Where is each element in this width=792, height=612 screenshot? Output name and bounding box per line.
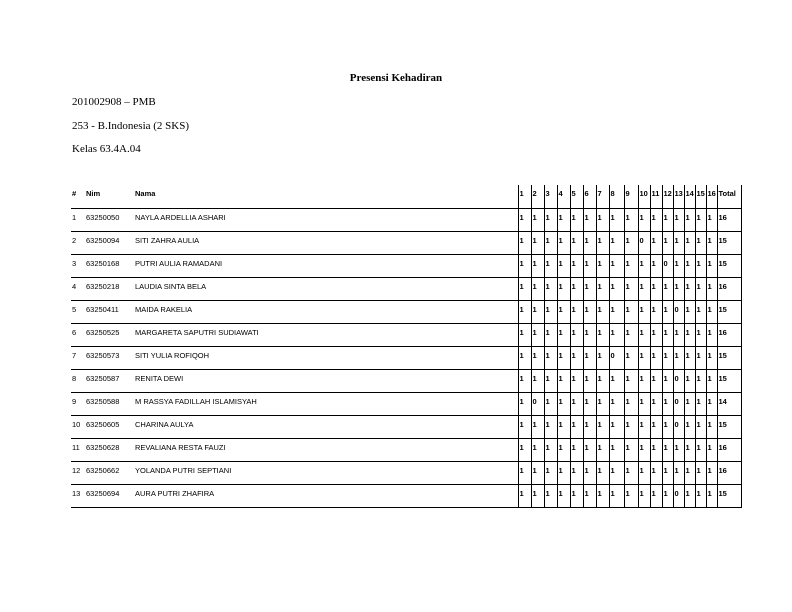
col-header-meeting: 3 — [544, 185, 557, 208]
student-name: MAIDA RAKELIA — [134, 300, 518, 323]
attendance-cell: 1 — [596, 277, 609, 300]
attendance-cell: 1 — [609, 323, 624, 346]
attendance-cell: 1 — [624, 208, 638, 231]
attendance-cell: 1 — [624, 300, 638, 323]
col-header-no: # — [71, 185, 85, 208]
attendance-cell: 1 — [518, 392, 531, 415]
col-header-meeting: 5 — [570, 185, 583, 208]
attendance-cell: 1 — [638, 208, 650, 231]
attendance-cell: 1 — [596, 300, 609, 323]
attendance-cell: 1 — [583, 208, 596, 231]
attendance-cell: 1 — [583, 277, 596, 300]
attendance-cell: 1 — [596, 254, 609, 277]
attendance-cell: 0 — [673, 300, 684, 323]
attendance-total: 16 — [717, 438, 741, 461]
attendance-cell: 1 — [518, 208, 531, 231]
attendance-cell: 1 — [650, 277, 662, 300]
student-name: AURA PUTRI ZHAFIRA — [134, 484, 518, 507]
attendance-cell: 1 — [596, 323, 609, 346]
attendance-cell: 1 — [544, 231, 557, 254]
row-number: 13 — [71, 484, 85, 507]
attendance-cell: 1 — [518, 300, 531, 323]
attendance-cell: 1 — [531, 231, 544, 254]
attendance-cell: 1 — [650, 254, 662, 277]
student-name: M RASSYA FADILLAH ISLAMISYAH — [134, 392, 518, 415]
attendance-cell: 1 — [518, 415, 531, 438]
attendance-cell: 1 — [706, 300, 717, 323]
row-number: 6 — [71, 323, 85, 346]
page-title: Presensi Kehadiran — [349, 72, 443, 84]
attendance-cell: 1 — [583, 300, 596, 323]
attendance-cell: 1 — [684, 415, 695, 438]
attendance-cell: 1 — [662, 461, 673, 484]
attendance-cell: 1 — [544, 254, 557, 277]
student-name: PUTRI AULIA RAMADANI — [134, 254, 518, 277]
attendance-cell: 1 — [695, 231, 706, 254]
attendance-cell: 0 — [662, 254, 673, 277]
attendance-cell: 1 — [695, 300, 706, 323]
col-header-meeting: 4 — [557, 185, 570, 208]
attendance-cell: 1 — [695, 392, 706, 415]
attendance-cell: 1 — [609, 438, 624, 461]
table-row — [71, 346, 741, 369]
table-row — [71, 277, 741, 300]
class-line: Kelas 63.4A.04 — [72, 143, 141, 155]
row-number: 2 — [71, 231, 85, 254]
attendance-cell: 1 — [518, 461, 531, 484]
attendance-cell: 1 — [684, 254, 695, 277]
table-row — [71, 323, 741, 346]
row-number: 5 — [71, 300, 85, 323]
attendance-cell: 1 — [638, 300, 650, 323]
table-row — [71, 208, 741, 231]
attendance-cell: 1 — [624, 415, 638, 438]
attendance-cell: 1 — [570, 231, 583, 254]
attendance-cell: 1 — [583, 254, 596, 277]
col-header-meeting: 11 — [650, 185, 662, 208]
student-nim: 63250587 — [85, 369, 134, 392]
attendance-cell: 1 — [570, 438, 583, 461]
student-nim: 63250628 — [85, 438, 134, 461]
attendance-cell: 1 — [518, 369, 531, 392]
attendance-cell: 1 — [531, 300, 544, 323]
attendance-cell: 1 — [706, 369, 717, 392]
attendance-cell: 1 — [662, 392, 673, 415]
attendance-total: 15 — [717, 231, 741, 254]
attendance-cell: 1 — [624, 484, 638, 507]
attendance-cell: 1 — [673, 208, 684, 231]
attendance-cell: 1 — [583, 415, 596, 438]
row-number: 12 — [71, 461, 85, 484]
col-header-meeting: 6 — [583, 185, 596, 208]
attendance-cell: 1 — [544, 415, 557, 438]
attendance-cell: 1 — [531, 208, 544, 231]
attendance-cell: 1 — [662, 208, 673, 231]
attendance-cell: 1 — [596, 231, 609, 254]
student-name: REVALIANA RESTA FAUZI — [134, 438, 518, 461]
attendance-cell: 1 — [570, 461, 583, 484]
attendance-cell: 1 — [596, 461, 609, 484]
attendance-cell: 1 — [544, 461, 557, 484]
attendance-cell: 1 — [650, 208, 662, 231]
attendance-cell: 1 — [609, 208, 624, 231]
attendance-cell: 1 — [557, 369, 570, 392]
col-header-meeting: 10 — [638, 185, 650, 208]
attendance-cell: 1 — [518, 231, 531, 254]
attendance-cell: 0 — [673, 484, 684, 507]
attendance-cell: 0 — [673, 415, 684, 438]
attendance-cell: 1 — [570, 346, 583, 369]
table-row — [71, 461, 741, 484]
student-nim: 63250168 — [85, 254, 134, 277]
row-number: 10 — [71, 415, 85, 438]
attendance-total: 15 — [717, 484, 741, 507]
attendance-cell: 1 — [650, 323, 662, 346]
student-name: LAUDIA SINTA BELA — [134, 277, 518, 300]
attendance-cell: 1 — [695, 461, 706, 484]
attendance-cell: 1 — [684, 484, 695, 507]
attendance-cell: 1 — [518, 346, 531, 369]
attendance-cell: 1 — [624, 438, 638, 461]
attendance-cell: 1 — [650, 484, 662, 507]
table-row — [71, 392, 741, 415]
attendance-cell: 1 — [609, 277, 624, 300]
attendance-cell: 1 — [624, 392, 638, 415]
student-name: CHARINA AULYA — [134, 415, 518, 438]
attendance-cell: 1 — [557, 346, 570, 369]
student-nim: 63250605 — [85, 415, 134, 438]
table-row — [71, 415, 741, 438]
attendance-cell: 1 — [650, 231, 662, 254]
attendance-cell: 1 — [695, 254, 706, 277]
attendance-cell: 1 — [570, 277, 583, 300]
attendance-cell: 1 — [518, 277, 531, 300]
col-header-total: Total — [717, 185, 741, 208]
attendance-cell: 1 — [706, 208, 717, 231]
attendance-cell: 1 — [596, 438, 609, 461]
attendance-cell: 1 — [684, 277, 695, 300]
col-header-meeting: 8 — [609, 185, 624, 208]
attendance-cell: 1 — [638, 254, 650, 277]
course-code-line: 201002908 – PMB — [72, 96, 156, 108]
student-name: SITI YULIA ROFIQOH — [134, 346, 518, 369]
attendance-cell: 1 — [557, 392, 570, 415]
attendance-cell: 1 — [662, 438, 673, 461]
attendance-cell: 1 — [544, 323, 557, 346]
attendance-cell: 1 — [638, 369, 650, 392]
attendance-cell: 1 — [557, 277, 570, 300]
col-header-meeting: 7 — [596, 185, 609, 208]
attendance-cell: 1 — [706, 277, 717, 300]
attendance-cell: 1 — [638, 392, 650, 415]
attendance-total: 15 — [717, 300, 741, 323]
col-header-meeting: 12 — [662, 185, 673, 208]
attendance-total: 14 — [717, 392, 741, 415]
row-number: 11 — [71, 438, 85, 461]
attendance-cell: 1 — [570, 208, 583, 231]
attendance-total: 15 — [717, 369, 741, 392]
attendance-cell: 1 — [673, 277, 684, 300]
student-nim: 63250588 — [85, 392, 134, 415]
attendance-cell: 1 — [624, 231, 638, 254]
attendance-cell: 1 — [531, 438, 544, 461]
table-row — [71, 438, 741, 461]
attendance-cell: 1 — [638, 323, 650, 346]
attendance-cell: 1 — [673, 346, 684, 369]
attendance-cell: 1 — [695, 438, 706, 461]
attendance-cell: 1 — [544, 438, 557, 461]
attendance-cell: 1 — [662, 277, 673, 300]
attendance-cell: 1 — [531, 461, 544, 484]
student-nim: 63250411 — [85, 300, 134, 323]
attendance-cell: 1 — [570, 484, 583, 507]
attendance-cell: 1 — [695, 277, 706, 300]
col-header-meeting: 15 — [695, 185, 706, 208]
attendance-cell: 1 — [596, 392, 609, 415]
attendance-cell: 1 — [557, 300, 570, 323]
attendance-cell: 1 — [695, 346, 706, 369]
attendance-cell: 1 — [570, 254, 583, 277]
attendance-cell: 1 — [609, 254, 624, 277]
attendance-cell: 1 — [673, 461, 684, 484]
attendance-cell: 1 — [531, 323, 544, 346]
attendance-cell: 1 — [557, 461, 570, 484]
attendance-cell: 1 — [624, 461, 638, 484]
attendance-cell: 1 — [650, 300, 662, 323]
col-header-meeting: 9 — [624, 185, 638, 208]
attendance-total: 16 — [717, 208, 741, 231]
attendance-cell: 1 — [706, 231, 717, 254]
attendance-cell: 1 — [706, 392, 717, 415]
attendance-cell: 1 — [695, 323, 706, 346]
attendance-total: 16 — [717, 323, 741, 346]
row-number: 7 — [71, 346, 85, 369]
attendance-cell: 1 — [673, 231, 684, 254]
attendance-cell: 1 — [706, 323, 717, 346]
col-header-meeting: 13 — [673, 185, 684, 208]
attendance-cell: 1 — [638, 415, 650, 438]
attendance-cell: 1 — [684, 346, 695, 369]
attendance-cell: 1 — [638, 484, 650, 507]
student-nim: 63250573 — [85, 346, 134, 369]
student-nim: 63250050 — [85, 208, 134, 231]
attendance-cell: 1 — [684, 323, 695, 346]
attendance-cell: 1 — [609, 484, 624, 507]
attendance-total: 15 — [717, 254, 741, 277]
attendance-cell: 1 — [570, 392, 583, 415]
attendance-cell: 1 — [583, 484, 596, 507]
attendance-cell: 1 — [544, 208, 557, 231]
attendance-cell: 1 — [638, 461, 650, 484]
col-header-nim: Nim — [85, 185, 134, 208]
attendance-cell: 1 — [583, 323, 596, 346]
attendance-cell: 1 — [596, 208, 609, 231]
attendance-cell: 1 — [638, 438, 650, 461]
attendance-cell: 1 — [684, 369, 695, 392]
student-name: MARGARETA SAPUTRI SUDIAWATI — [134, 323, 518, 346]
attendance-cell: 0 — [673, 369, 684, 392]
attendance-cell: 1 — [695, 415, 706, 438]
attendance-cell: 1 — [609, 231, 624, 254]
attendance-cell: 1 — [557, 254, 570, 277]
attendance-cell: 1 — [557, 208, 570, 231]
attendance-cell: 0 — [531, 392, 544, 415]
attendance-cell: 1 — [662, 369, 673, 392]
attendance-cell: 1 — [570, 415, 583, 438]
attendance-cell: 1 — [531, 484, 544, 507]
attendance-total: 15 — [717, 415, 741, 438]
attendance-cell: 1 — [544, 300, 557, 323]
attendance-cell: 1 — [706, 415, 717, 438]
attendance-cell: 1 — [544, 277, 557, 300]
attendance-cell: 1 — [570, 323, 583, 346]
attendance-cell: 1 — [596, 369, 609, 392]
attendance-cell: 1 — [609, 300, 624, 323]
attendance-cell: 1 — [706, 438, 717, 461]
attendance-cell: 0 — [673, 392, 684, 415]
attendance-cell: 1 — [583, 369, 596, 392]
attendance-cell: 1 — [673, 438, 684, 461]
row-number: 8 — [71, 369, 85, 392]
attendance-cell: 1 — [706, 254, 717, 277]
student-name: YOLANDA PUTRI SEPTIANI — [134, 461, 518, 484]
attendance-cell: 1 — [662, 415, 673, 438]
attendance-cell: 1 — [706, 461, 717, 484]
attendance-cell: 1 — [596, 346, 609, 369]
attendance-cell: 1 — [638, 346, 650, 369]
attendance-cell: 1 — [557, 415, 570, 438]
table-row — [71, 300, 741, 323]
row-number: 4 — [71, 277, 85, 300]
attendance-cell: 1 — [583, 231, 596, 254]
student-nim: 63250094 — [85, 231, 134, 254]
attendance-cell: 1 — [609, 461, 624, 484]
attendance-cell: 1 — [624, 369, 638, 392]
col-header-meeting: 2 — [531, 185, 544, 208]
attendance-cell: 1 — [570, 369, 583, 392]
attendance-cell: 0 — [638, 231, 650, 254]
attendance-cell: 1 — [662, 231, 673, 254]
attendance-total: 16 — [717, 461, 741, 484]
table-row — [71, 254, 741, 277]
student-name: SITI ZAHRA AULIA — [134, 231, 518, 254]
attendance-cell: 1 — [531, 369, 544, 392]
attendance-cell: 1 — [684, 231, 695, 254]
col-header-meeting: 16 — [706, 185, 717, 208]
attendance-cell: 1 — [662, 323, 673, 346]
attendance-cell: 1 — [673, 254, 684, 277]
course-name-line: 253 - B.Indonesia (2 SKS) — [72, 120, 190, 132]
attendance-cell: 1 — [706, 484, 717, 507]
attendance-cell: 1 — [609, 369, 624, 392]
student-name: RENITA DEWI — [134, 369, 518, 392]
attendance-cell: 1 — [624, 277, 638, 300]
attendance-total: 15 — [717, 346, 741, 369]
row-number: 3 — [71, 254, 85, 277]
attendance-cell: 1 — [624, 323, 638, 346]
col-header-meeting: 1 — [518, 185, 531, 208]
attendance-cell: 1 — [624, 346, 638, 369]
attendance-cell: 0 — [609, 346, 624, 369]
attendance-cell: 1 — [684, 438, 695, 461]
student-nim: 63250218 — [85, 277, 134, 300]
attendance-cell: 1 — [518, 438, 531, 461]
attendance-cell: 1 — [650, 438, 662, 461]
student-nim: 63250694 — [85, 484, 134, 507]
table-header-row — [71, 185, 741, 208]
student-name: NAYLA ARDELLIA ASHARI — [134, 208, 518, 231]
table-row — [71, 231, 741, 254]
attendance-cell: 1 — [695, 369, 706, 392]
attendance-cell: 1 — [583, 438, 596, 461]
row-number: 1 — [71, 208, 85, 231]
attendance-cell: 1 — [557, 323, 570, 346]
col-header-nama: Nama — [134, 185, 518, 208]
attendance-cell: 1 — [650, 461, 662, 484]
attendance-cell: 1 — [518, 323, 531, 346]
table-row — [71, 484, 741, 507]
attendance-cell: 1 — [650, 369, 662, 392]
attendance-cell: 1 — [662, 300, 673, 323]
attendance-cell: 1 — [531, 254, 544, 277]
attendance-cell: 1 — [583, 346, 596, 369]
attendance-cell: 1 — [518, 484, 531, 507]
attendance-cell: 1 — [583, 461, 596, 484]
attendance-cell: 1 — [684, 300, 695, 323]
attendance-table — [71, 185, 742, 508]
attendance-cell: 1 — [531, 277, 544, 300]
attendance-cell: 1 — [570, 300, 583, 323]
attendance-cell: 1 — [695, 484, 706, 507]
attendance-cell: 1 — [609, 392, 624, 415]
attendance-cell: 1 — [544, 392, 557, 415]
attendance-cell: 1 — [684, 392, 695, 415]
col-header-meeting: 14 — [684, 185, 695, 208]
attendance-cell: 1 — [695, 208, 706, 231]
attendance-cell: 1 — [531, 346, 544, 369]
attendance-cell: 1 — [544, 369, 557, 392]
attendance-cell: 1 — [638, 277, 650, 300]
attendance-cell: 1 — [557, 438, 570, 461]
attendance-cell: 1 — [596, 484, 609, 507]
attendance-cell: 1 — [557, 484, 570, 507]
table-row — [71, 369, 741, 392]
attendance-cell: 1 — [531, 415, 544, 438]
attendance-cell: 1 — [544, 346, 557, 369]
attendance-total: 16 — [717, 277, 741, 300]
attendance-cell: 1 — [662, 346, 673, 369]
row-number: 9 — [71, 392, 85, 415]
student-nim: 63250662 — [85, 461, 134, 484]
student-nim: 63250525 — [85, 323, 134, 346]
attendance-cell: 1 — [662, 484, 673, 507]
attendance-cell: 1 — [650, 392, 662, 415]
attendance-cell: 1 — [518, 254, 531, 277]
attendance-cell: 1 — [673, 323, 684, 346]
attendance-cell: 1 — [684, 208, 695, 231]
attendance-cell: 1 — [544, 484, 557, 507]
attendance-cell: 1 — [583, 392, 596, 415]
attendance-cell: 1 — [706, 346, 717, 369]
attendance-cell: 1 — [650, 346, 662, 369]
attendance-cell: 1 — [624, 254, 638, 277]
attendance-cell: 1 — [684, 461, 695, 484]
attendance-cell: 1 — [609, 415, 624, 438]
attendance-cell: 1 — [650, 415, 662, 438]
attendance-cell: 1 — [596, 415, 609, 438]
attendance-cell: 1 — [557, 231, 570, 254]
